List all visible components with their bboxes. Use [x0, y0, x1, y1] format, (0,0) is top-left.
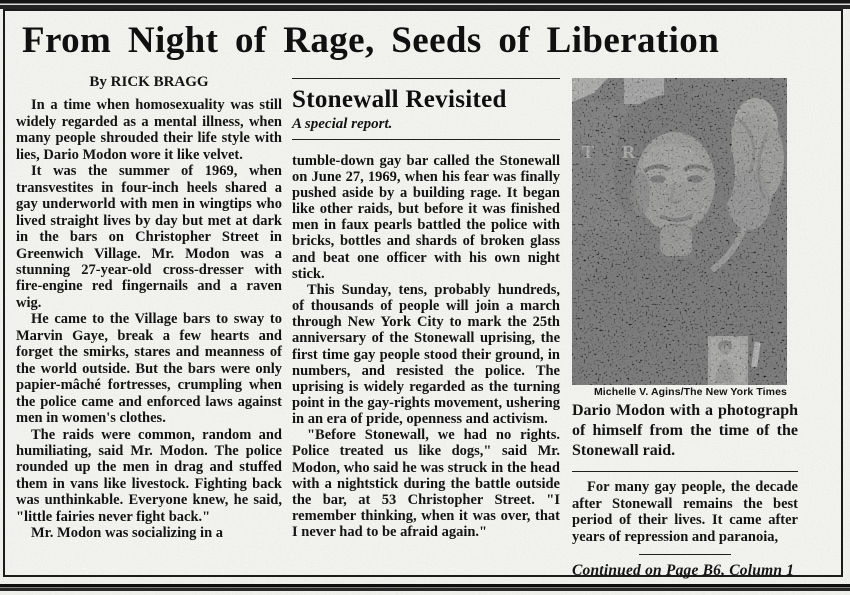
article-paragraph: For many gay people, the decade after Stonewall remains the best period of their lives. It came after years of repression and paranoia,: [572, 479, 798, 545]
photo-credit: Michelle V. Agins/The New York Times: [593, 386, 787, 398]
article-paragraph: He came to the Village bars to sway to Marvin Gaye, break a few hearts and forget the smirks, stares and meanness of the world outside. But the bars were only papier-mâché fortresses, crumpling when the police came and enforced laws against men in women's clothes.: [16, 311, 282, 427]
article-paragraph: Mr. Modon was socializing in a: [31, 525, 224, 542]
left-column: [16, 74, 282, 542]
photo-grain-light: [572, 78, 787, 385]
article-paragraph: "Before Stonewall, we had no rights. Police treated us like dogs," said Mr. Modon, who said he was struck in the head with a nightstick during the battle outside the bar, at 53 Christopher Street. "I remember thinking, when it was over, that I never had to be afraid again.": [292, 427, 560, 541]
divider: [639, 554, 731, 555]
continuation-notice: Continued on Page B6, Column 1: [572, 562, 795, 579]
article-paragraph: In a time when homosexuality was still widely regarded as a mental illness, when many people shrouded their life style with lies, Dario Modon wore it like velvet.: [16, 97, 282, 163]
scan-top-edge-line: [0, 0, 850, 9]
right-column: [572, 78, 798, 580]
headline: From Night of Rage, Seeds of Liberation: [22, 20, 720, 61]
middle-column: [292, 78, 560, 540]
article-paragraph: The raids were common, random and humiliating, said Mr. Modon. The police rounded up the men in drag and stuffed them in vans like livestock. Fighting back was unthinkable. Everyone knew, he said, "little fairies never fight back.": [16, 426, 282, 525]
article-paragraph: This Sunday, tens, probably hundreds, of thousands of people will join a march through New York City to mark the 25th anniversary of the Stonewall uprising, the first time gay people stood their ground, in numbers, and resisted the police. The uprising is widely regarded as the turning point in the gay-rights movement, ushering in an era of pride, openness and activism.: [292, 281, 560, 428]
photo-of-dario-modon: [572, 78, 787, 385]
section-heading: Stonewall Revisited: [292, 86, 507, 113]
photo-caption: Dario Modon with a photograph of himself from the time of the Stonewall raid.: [572, 402, 798, 459]
article-paragraph: It was the summer of 1969, when transvestites in four-inch heels shared a gay underworld with men in wingtips who lived straight lives by day but met at dark in the bars on Christopher Street in Greenwich Village. Mr. Modon was a stunning 27-year-old cross-dresser with fire-engine red fingernails and a raven wig.: [16, 163, 282, 311]
byline: By RICK BRAGG: [89, 74, 209, 90]
divider: [292, 78, 560, 79]
divider: [572, 471, 798, 472]
scan-bottom-edge-line: [0, 584, 850, 591]
article-paragraph: tumble-down gay bar called the Stonewall on June 27, 1969, when his fear was finally pushed aside by a building rage. It began like other raids, but before it was finished men in faux pearls battled the police with bricks, bottles and shards of broken glass and beat one officer with his own night stick.: [292, 152, 560, 282]
section-subheading: A special report.: [292, 115, 393, 132]
